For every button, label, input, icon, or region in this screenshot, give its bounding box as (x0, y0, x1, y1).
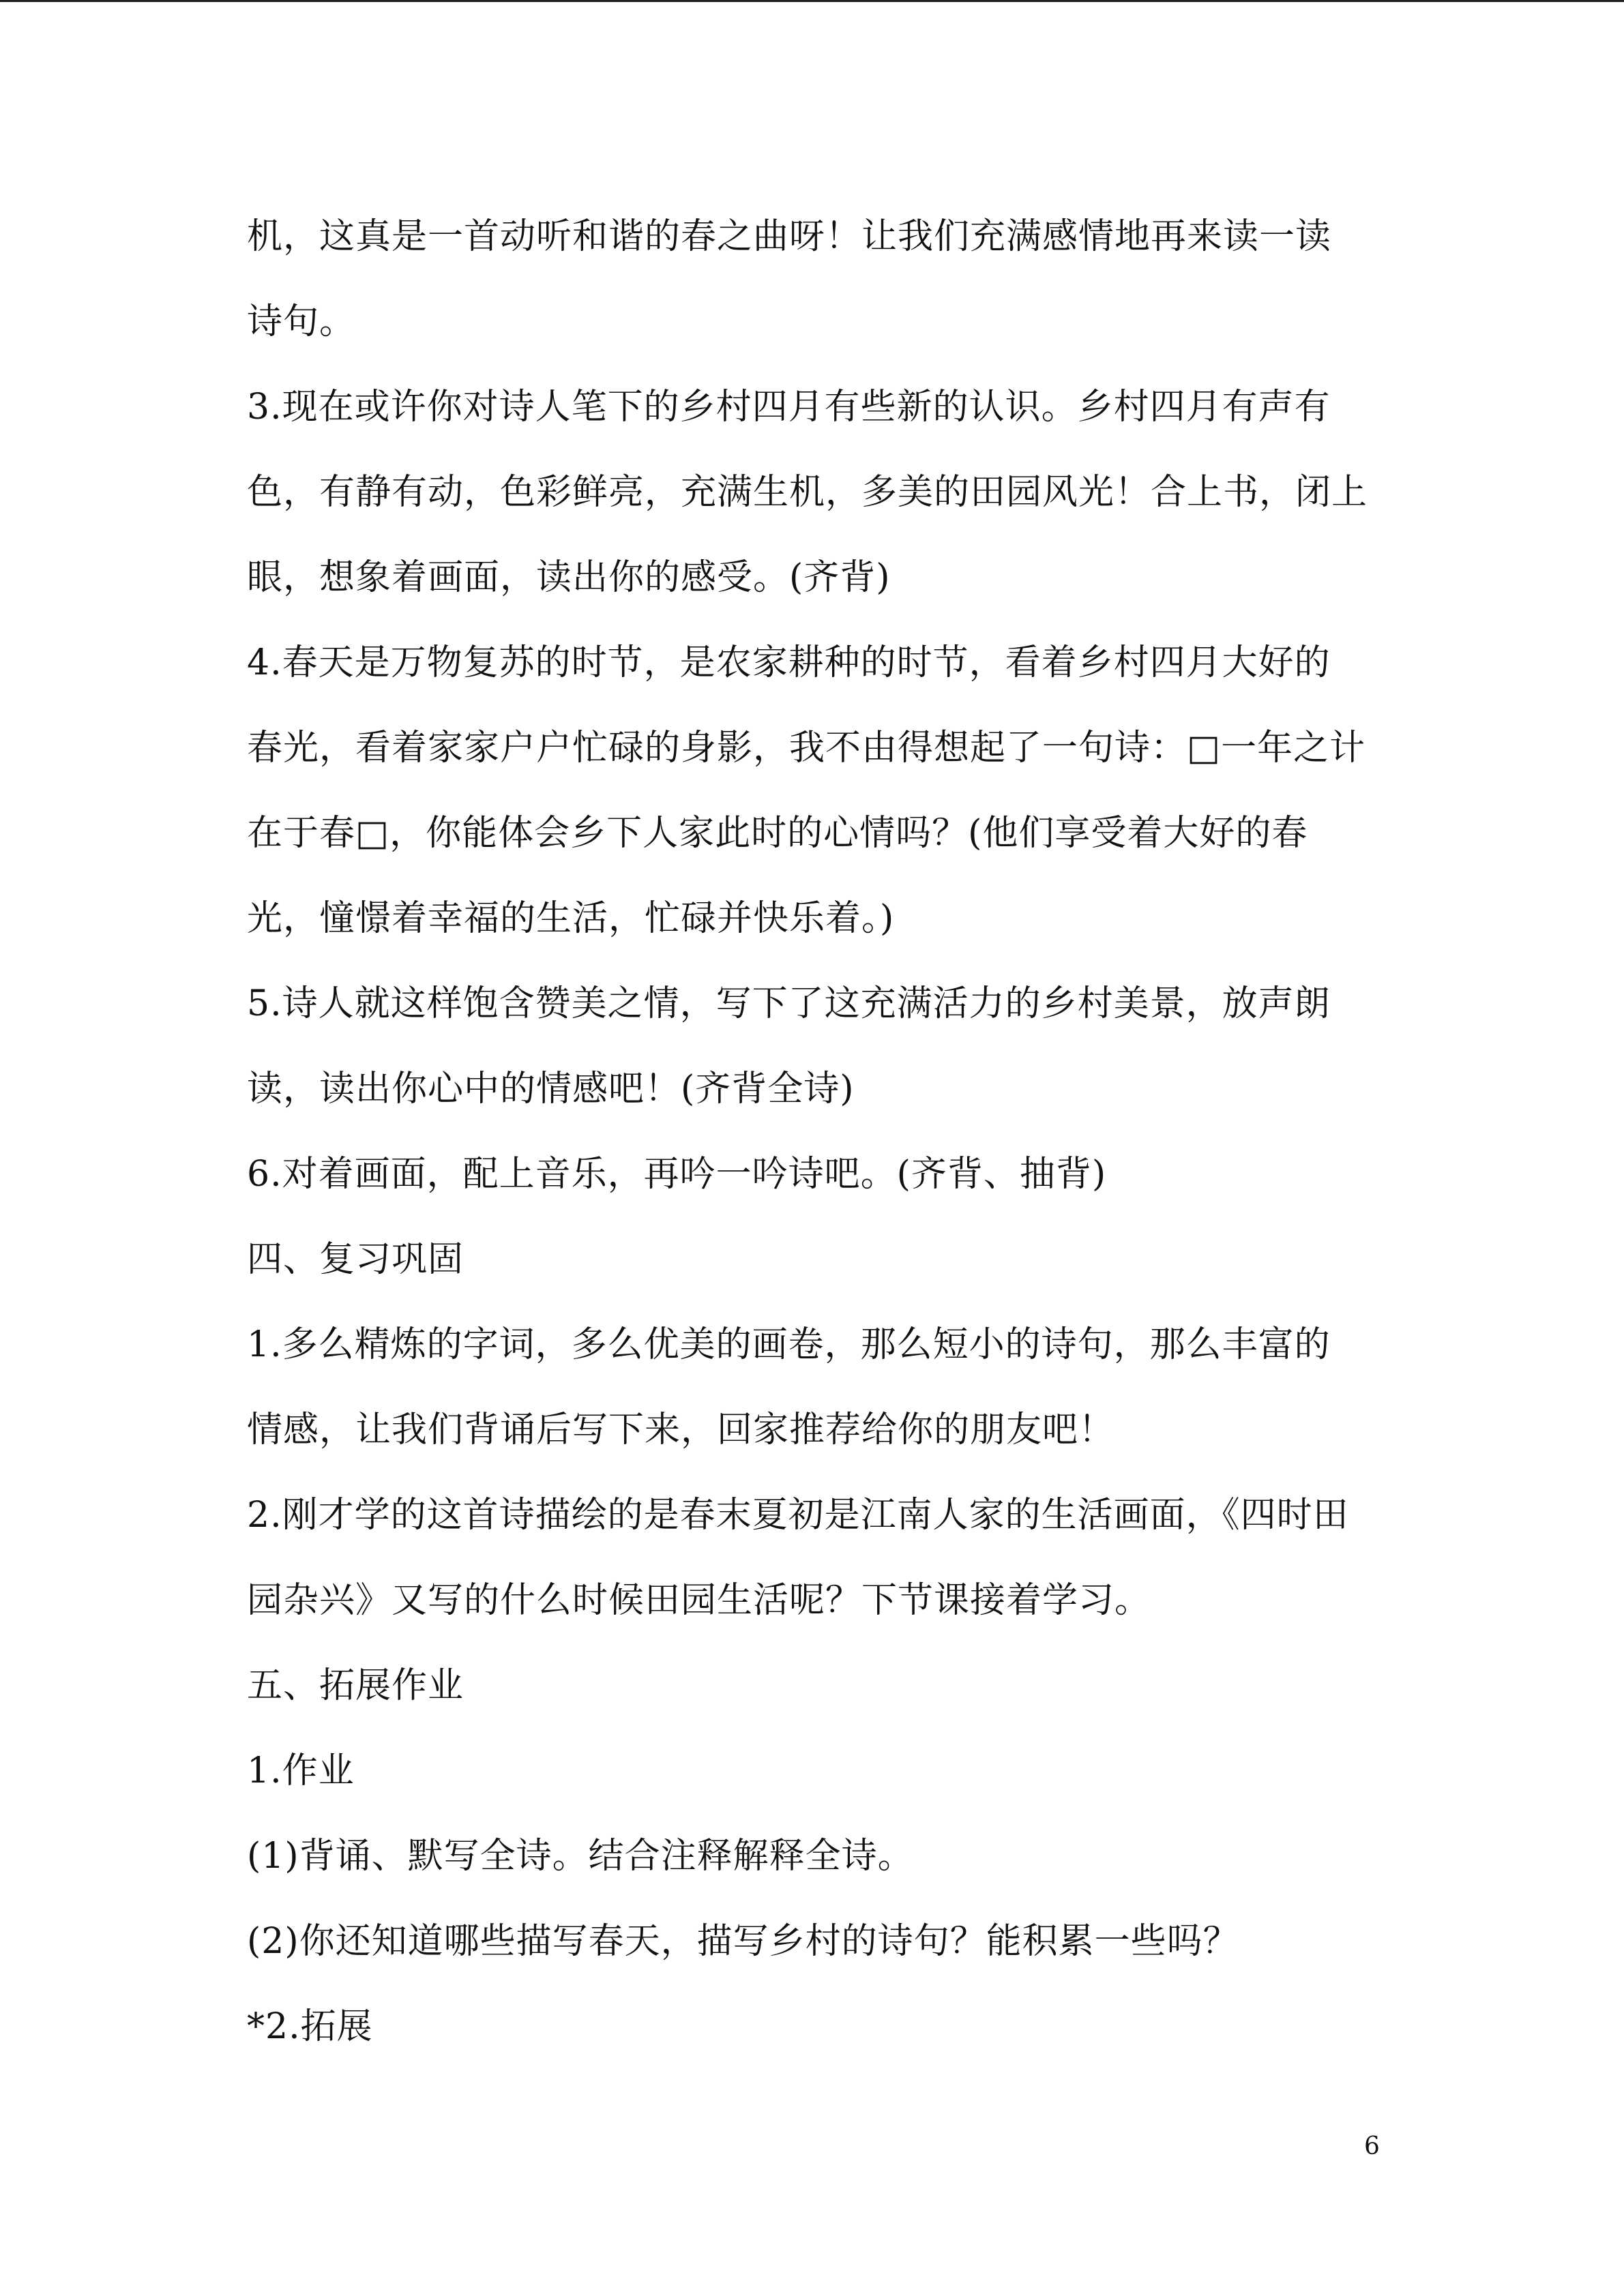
text-line: *2.拓展 (247, 2006, 373, 2047)
text-line: 光，憧憬着幸福的生活，忙碌并快乐着。) (247, 898, 895, 939)
text-line: (2)你还知道哪些描写春天，描写乡村的诗句？能积累一些吗？ (247, 1921, 1239, 1962)
section-heading: 四、复习巩固 (247, 1239, 464, 1280)
text-line: 6.对着画面，配上音乐，再吟一吟诗吧。(齐背、抽背) (247, 1154, 1107, 1195)
text-line: 园杂兴》又写的什么时候田园生活呢？下节课接着学习。 (247, 1580, 1151, 1621)
text-line: 4.春天是万物复苏的时节，是农家耕种的时节，看着乡村四月大好的 (247, 642, 1331, 683)
text-line: 2.刚才学的这首诗描绘的是春末夏初是江南人家的生活画面，《四时田 (247, 1495, 1349, 1536)
text-line: (1)背诵、默写全诗。结合注释解释全诗。 (247, 1836, 914, 1877)
text-line: 在于春□，你能体会乡下人家此时的心情吗？(他们享受着大好的春 (247, 813, 1308, 854)
page-number: 6 (1364, 2132, 1380, 2160)
text-line: 色，有静有动，色彩鲜亮，充满生机，多美的田园风光！合上书，闭上 (247, 472, 1368, 513)
text-line: 5.诗人就这样饱含赞美之情，写下了这充满活力的乡村美景，放声朗 (247, 983, 1331, 1024)
page-top-border (0, 0, 1624, 2)
text-line: 3.现在或许你对诗人笔下的乡村四月有些新的认识。乡村四月有声有 (247, 387, 1331, 428)
text-line: 1.多么精炼的字词，多么优美的画卷，那么短小的诗句，那么丰富的 (247, 1324, 1331, 1365)
text-line: 眼，想象着画面，读出你的感受。(齐背) (247, 557, 891, 598)
section-heading: 五、拓展作业 (247, 1665, 464, 1706)
text-line: 诗句。 (247, 301, 356, 342)
text-line: 机，这真是一首动听和谐的春之曲呀！让我们充满感情地再来读一读 (247, 216, 1332, 257)
text-line: 1.作业 (247, 1750, 355, 1791)
text-line: 情感，让我们背诵后写下来，回家推荐给你的朋友吧！ (247, 1410, 1115, 1450)
text-line: 读，读出你心中的情感吧！(齐背全诗) (247, 1069, 855, 1109)
text-line: 春光，看着家家户户忙碌的身影，我不由得想起了一句诗：□一年之计 (247, 728, 1366, 769)
